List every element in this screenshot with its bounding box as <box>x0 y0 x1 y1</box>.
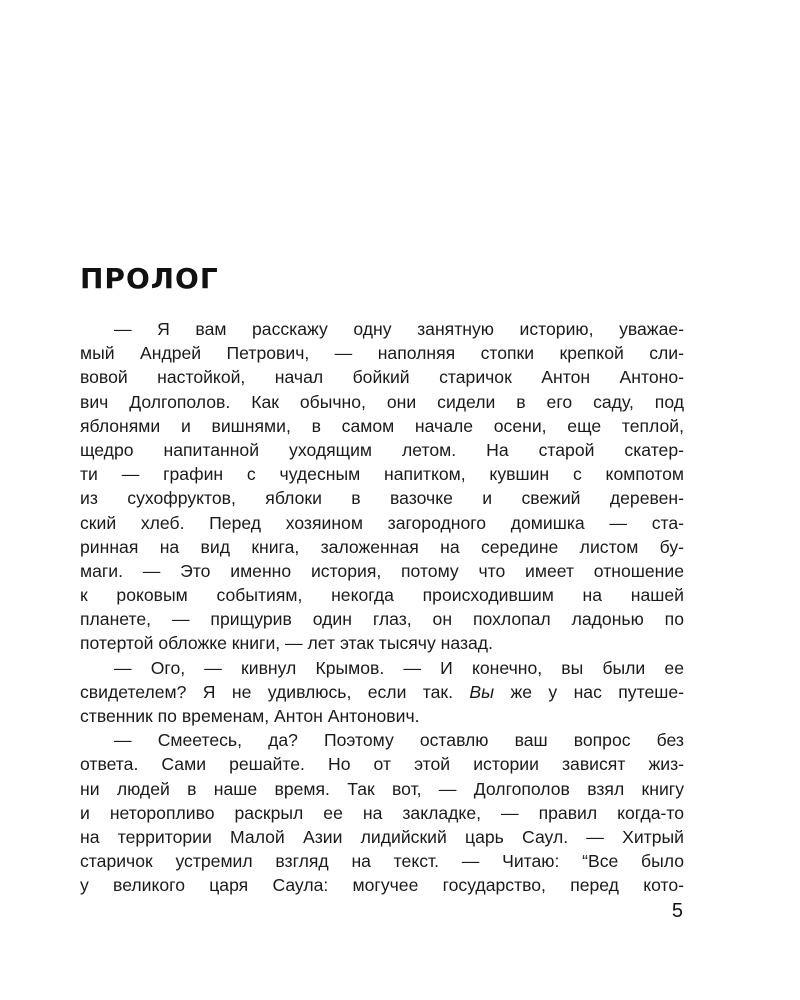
text-line: щедро напитанной уходящим летом. На старой скатер- <box>80 439 684 460</box>
text-line: мый Андрей Петрович, — наполняя стопки крепкой сли- <box>80 343 684 364</box>
text-line: старичок устремил взгляд на текст. — Читаю: “Все было <box>80 851 684 872</box>
text-line: — Я вам расскажу одну занятную историю, уважае- <box>114 319 684 339</box>
text-line: у великого царя Саула: могучее государство, перед кото- <box>80 875 684 896</box>
text-line: — Смеетесь, да? Поэтому оставлю ваш вопрос без <box>114 730 684 751</box>
text-line: на территории Малой Азии лидийский царь Саул. — Хитрый <box>80 826 684 847</box>
text-line: ственник по временам, Антон Антонович. <box>80 706 420 726</box>
text-line: к роковым событиям, некогда происходившим на нашей <box>80 585 684 606</box>
chapter-title: ПРОЛОГ <box>80 262 219 295</box>
text-line: яблонями и вишнями, в самом начале осени, еще теплой, <box>80 415 684 436</box>
text-line: планете, — прищурив один глаз, он похлопал ладонью по <box>80 609 684 630</box>
text-line: ринная на вид книга, заложенная на середине листом бу- <box>80 536 684 557</box>
text-line: вовой настойкой, начал бойкий старичок Антон Антоно- <box>80 367 684 388</box>
text-line: ответа. Сами решайте. Но от этой истории зависят жиз- <box>80 754 684 775</box>
text-line: ти — графин с чудесным напитком, кувшин с компотом <box>80 464 684 485</box>
text-line: ни людей в наше время. Так вот, — Долгополов взял книгу <box>80 778 684 799</box>
text-line: вич Долгополов. Как обычно, они сидели в его саду, под <box>80 391 684 412</box>
text-line: маги. — Это именно история, потому что имеет отношение <box>80 560 684 581</box>
text-line: из сухофруктов, яблоки в вазочке и свежий деревен- <box>80 488 684 509</box>
text-line: потертой обложке книги, — лет этак тысячу назад. <box>80 633 493 654</box>
text-line: — Ого, — кивнул Крымов. — И конечно, вы были ее <box>114 657 684 678</box>
text-line: и неторопливо раскрыл ее на закладке, — правил когда-то <box>80 802 684 823</box>
body-text <box>80 317 684 898</box>
page-number: 5 <box>671 900 683 922</box>
text-line: свидетелем? Я не удивлюсь, если так. Вы же у нас путеше- <box>80 681 684 702</box>
text-line: ский хлеб. Перед хозяином загородного домишка — ста- <box>80 512 684 533</box>
emphasis: Вы <box>469 681 495 702</box>
